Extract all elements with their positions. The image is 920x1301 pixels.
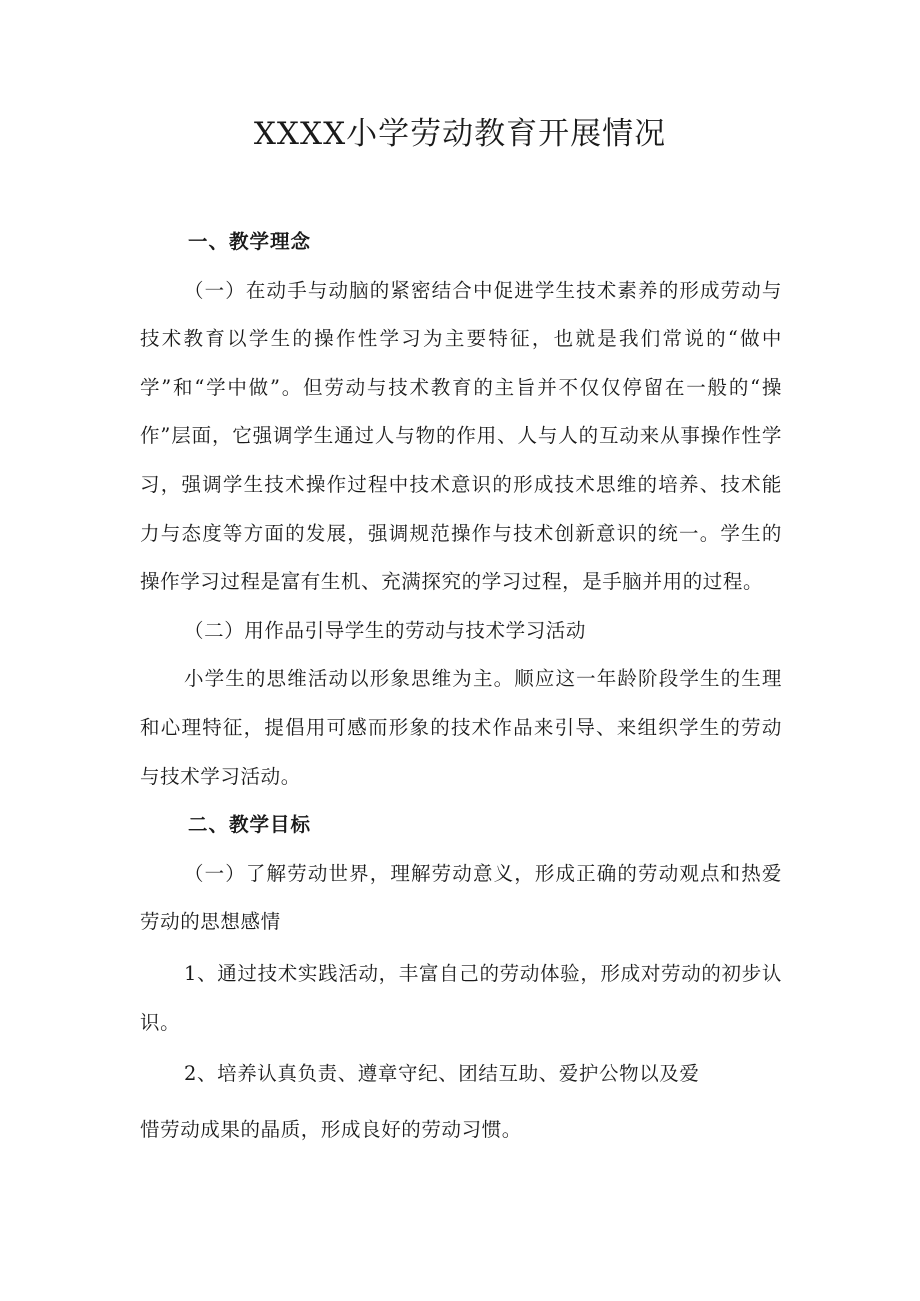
paragraph-goal-2-continued: 惜劳动成果的晶质，形成良好的劳动习惯。 bbox=[140, 1117, 522, 1141]
document-title: XXXX小学劳动教育开展情况 bbox=[253, 116, 667, 152]
section-heading-teaching-philosophy: 一、教学理念 bbox=[188, 230, 312, 253]
paragraph-works-guidance-heading: （二）用作品引导学生的劳动与技术学习活动 bbox=[184, 618, 587, 642]
paragraph-goal-1: 1、通过技术实践活动，丰富自己的劳动体验，形成对劳动的初步认识。 bbox=[140, 961, 782, 1034]
paragraph-hands-and-minds: （一）在动手与动脑的紧密结合中促进学生技术素养的形成劳动与技术教育以学生的操作性学习为主要特征，也就是我们常说的“做中学”和“学中做”。但劳动与技术教育的主旨并不仅仅停留在一般的“操作”层面，它强调学生通过人与物的作用、人与人的互动来从事操作性学习，强调学生技术操作过程中技术意识的形成技术思维的培养、技术能力与态度等方面的发展，强调规范操作与技术创新意识的统一。学生的操作学习过程是富有生机、充满探究的学习过程，是手脑并用的过程。 bbox=[140, 278, 782, 594]
document-body bbox=[140, 218, 782, 1154]
paragraph-imagery-thinking: 小学生的思维活动以形象思维为主。顺应这一年龄阶段学生的生理和心理特征，提倡用可感而形象的技术作品来引导、来组织学生的劳动与技术学习活动。 bbox=[140, 667, 782, 788]
section-heading-teaching-goals: 二、教学目标 bbox=[188, 813, 312, 837]
paragraph-goal-2: 2、培养认真负责、遵章守纪、团结互助、爱护公物以及爱 bbox=[184, 1062, 700, 1086]
paragraph-labor-world: （一）了解劳动世界，理解劳动意义，形成正确的劳动观点和热爱劳动的思想感情 bbox=[140, 861, 782, 934]
